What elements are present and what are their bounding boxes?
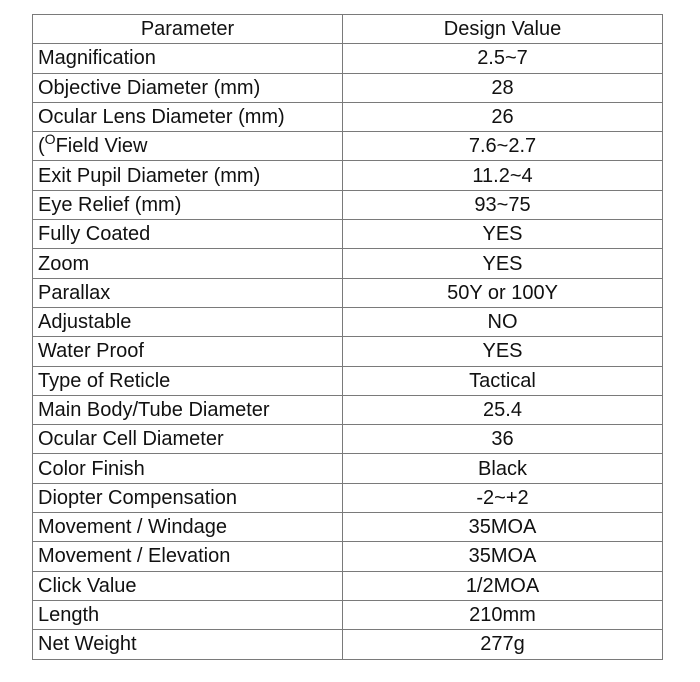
table-row xyxy=(33,600,663,629)
param-cell: Zoom xyxy=(33,249,343,278)
param-cell: Water Proof xyxy=(33,337,343,366)
value-cell: 277g xyxy=(343,630,663,659)
value-cell: 35MOA xyxy=(343,542,663,571)
param-cell: Net Weight xyxy=(33,630,343,659)
table-row xyxy=(33,278,663,307)
table-header-row xyxy=(33,15,663,44)
table-row xyxy=(33,44,663,73)
degree-superscript: O xyxy=(44,131,56,148)
param-cell: Ocular Cell Diameter xyxy=(33,425,343,454)
table-row xyxy=(33,395,663,424)
param-cell: Fully Coated xyxy=(33,220,343,249)
table-row xyxy=(33,571,663,600)
param-prefix: ( xyxy=(38,135,45,158)
table-row xyxy=(33,454,663,483)
value-cell: YES xyxy=(343,220,663,249)
value-cell: 35MOA xyxy=(343,513,663,542)
table-row xyxy=(33,73,663,102)
param-cell: Movement / Windage xyxy=(33,513,343,542)
value-cell: 50Y or 100Y xyxy=(343,278,663,307)
value-cell: Black xyxy=(343,454,663,483)
value-cell: 2.5~7 xyxy=(343,44,663,73)
value-cell: Tactical xyxy=(343,366,663,395)
table-row xyxy=(33,161,663,190)
param-cell: Objective Diameter (mm) xyxy=(33,73,343,102)
value-cell: 11.2~4 xyxy=(343,161,663,190)
param-cell: Parallax xyxy=(33,278,343,307)
table-row xyxy=(33,513,663,542)
param-cell: Diopter Compensation xyxy=(33,483,343,512)
table-row xyxy=(33,366,663,395)
table-row xyxy=(33,630,663,659)
spec-table xyxy=(32,14,663,660)
param-cell: Color Finish xyxy=(33,454,343,483)
param-cell: Adjustable xyxy=(33,307,343,336)
table-row xyxy=(33,102,663,131)
value-cell: 1/2MOA xyxy=(343,571,663,600)
table-row xyxy=(33,190,663,219)
value-cell: 210mm xyxy=(343,600,663,629)
value-cell: 7.6~2.7 xyxy=(343,132,663,161)
table-row xyxy=(33,483,663,512)
table-row xyxy=(33,542,663,571)
value-cell: -2~+2 xyxy=(343,483,663,512)
table-row xyxy=(33,307,663,336)
param-cell: Movement / Elevation xyxy=(33,542,343,571)
param-cell: Click Value xyxy=(33,571,343,600)
param-cell: Ocular Lens Diameter (mm) xyxy=(33,102,343,131)
header-parameter: Parameter xyxy=(33,15,343,44)
value-cell: 36 xyxy=(343,425,663,454)
table-row xyxy=(33,337,663,366)
param-text: Field View xyxy=(55,135,148,158)
param-cell: Type of Reticle xyxy=(33,366,343,395)
param-cell: Eye Relief (mm) xyxy=(33,190,343,219)
value-cell: YES xyxy=(343,337,663,366)
value-cell: 25.4 xyxy=(343,395,663,424)
table-row xyxy=(33,132,663,161)
table-row xyxy=(33,220,663,249)
param-cell xyxy=(33,132,343,161)
value-cell: 28 xyxy=(343,73,663,102)
table-row xyxy=(33,249,663,278)
param-cell: Main Body/Tube Diameter xyxy=(33,395,343,424)
param-cell: Exit Pupil Diameter (mm) xyxy=(33,161,343,190)
param-cell: Magnification xyxy=(33,44,343,73)
value-cell: 26 xyxy=(343,102,663,131)
value-cell: NO xyxy=(343,307,663,336)
table-row xyxy=(33,425,663,454)
param-cell: Length xyxy=(33,600,343,629)
value-cell: YES xyxy=(343,249,663,278)
value-cell: 93~75 xyxy=(343,190,663,219)
header-design-value: Design Value xyxy=(343,15,663,44)
